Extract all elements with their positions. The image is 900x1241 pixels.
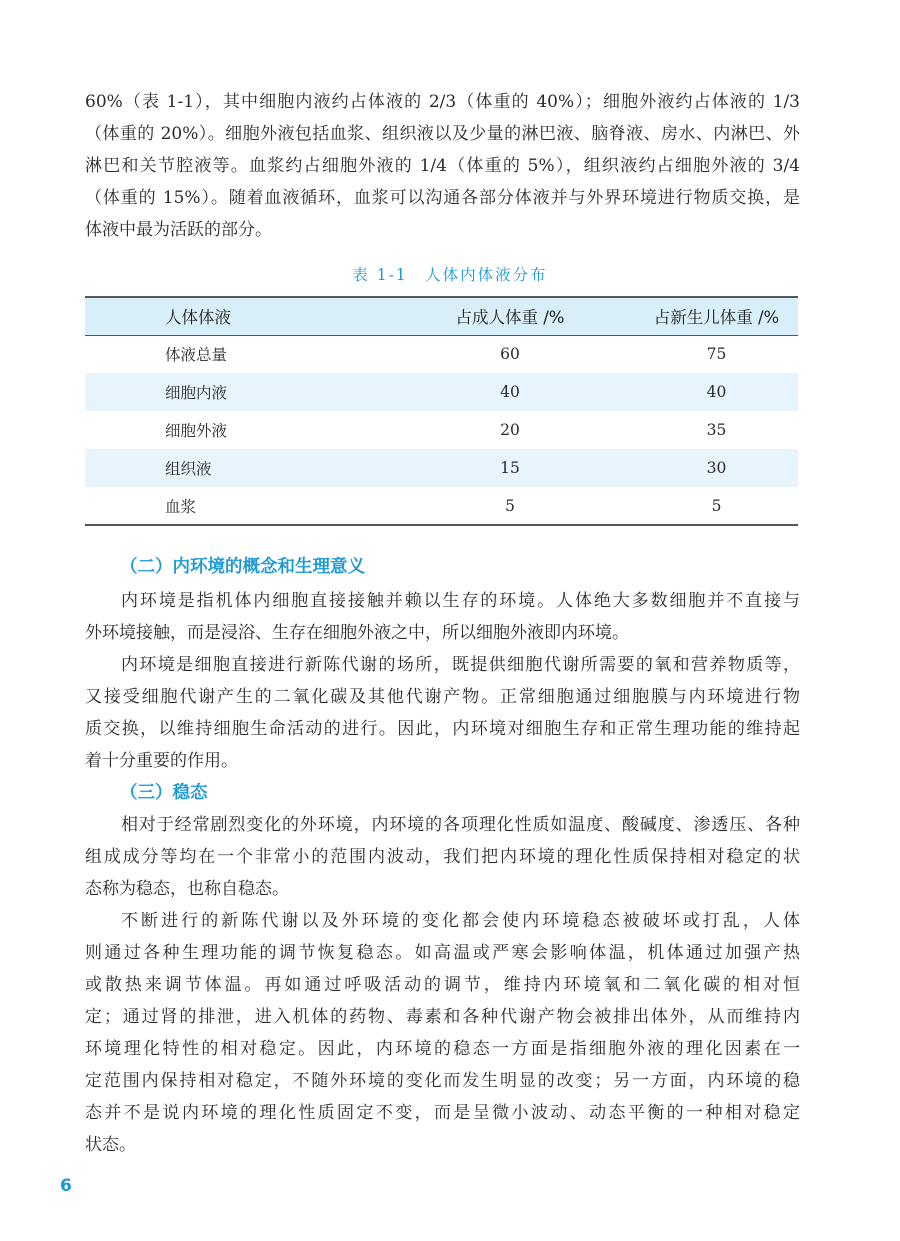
text-line: 状态。 [85,1135,136,1155]
column-header: 人体体液 [165,308,231,328]
table-row [85,487,798,525]
text-line: 或散热来调节体温。再如通过呼吸活动的调节，维持内环境氧和二氧化碳的相对恒 [85,975,800,995]
text-line: 则通过各种生理功能的调节恢复稳态。如高温或严寒会影响体温，机体通过加强产热 [85,943,800,963]
text-line: 态并不是说内环境的理化性质固定不变，而是呈微小波动、动态平衡的一种相对稳定 [85,1103,800,1123]
text-line: 组成成分等均在一个非常小的范围内波动，我们把内环境的理化性质保持相对稳定的状 [85,847,800,867]
text-line: （体重的 15%）。随着血液循环，血浆可以沟通各部分体液并与外界环境进行物质交换，是 [85,188,800,208]
table-cell: 35 [706,421,727,439]
table-cell: 5 [711,496,722,515]
table-cell: 60 [500,345,520,364]
table-row [85,373,798,411]
table-header-row [85,297,798,335]
intro-paragraph [85,86,800,246]
section3-paragraphs [85,809,800,1161]
table-cell: 40 [706,383,727,401]
text-line: 外环境接触，而是浸浴、生存在细胞外液之中，所以细胞外液即内环境。 [85,623,629,643]
table-cell: 15 [500,459,520,477]
section2-paragraphs [85,585,800,777]
table-cell: 血浆 [165,497,197,516]
section-heading-3: （三）稳态 [120,783,208,803]
text-line: 又接受细胞代谢产生的二氧化碳及其他代谢产物。正常细胞通过细胞膜与内环境进行物 [85,687,800,707]
table-cell: 20 [500,421,520,439]
table-cell: 细胞内液 [165,384,228,402]
text-line: 60%（表 1-1），其中细胞内液约占体液的 2/3（体重的 40%）；细胞外液约占体液的 1/3 [85,92,800,112]
text-line: （体重的 20%）。细胞外液包括血浆、组织液以及少量的淋巴液、脑脊液、房水、内淋巴、外 [85,124,800,144]
text-line: 内环境是指机体内细胞直接接触并赖以生存的环境。人体绝大多数细胞并不直接与 [121,591,800,611]
table-cell: 5 [505,496,515,515]
table-cell: 细胞外液 [165,422,228,440]
text-line: 质交换，以维持细胞生命活动的进行。因此，内环境对细胞生存和正常生理功能的维持起 [85,719,800,739]
table-cell: 组织液 [165,460,212,478]
table-row [85,411,798,449]
section-heading-2: （二）内环境的概念和生理意义 [120,557,365,577]
table-cell: 40 [500,383,520,401]
text-line: 相对于经常剧烈变化的外环境，内环境的各项理化性质如温度、酸碱度、渗透压、各种 [121,815,800,835]
body-fluid-table [85,296,798,526]
text-line: 环境理化特性的相对稳定。因此，内环境的稳态一方面是指细胞外液的理化因素在一 [85,1039,800,1059]
text-line: 体液中最为活跃的部分。 [85,220,272,240]
column-header: 占成人体重 /% [455,308,565,328]
table-caption: 表 1-1 人体内体液分布 [352,266,548,284]
text-line: 内环境是细胞直接进行新陈代谢的场所，既提供细胞代谢所需要的氧和营养物质等， [121,655,800,675]
text-line: 着十分重要的作用。 [85,751,238,771]
text-line: 不断进行的新陈代谢以及外环境的变化都会使内环境稳态被破坏或打乱，人体 [121,911,800,931]
table-row [85,335,798,373]
table-cell: 75 [706,345,727,364]
table-cell: 体液总量 [165,346,228,365]
text-line: 态称为稳态，也称自稳态。 [85,879,289,899]
text-line: 淋巴和关节腔液等。血浆约占细胞外液的 1/4（体重的 5%），组织液约占细胞外液的 3/4 [85,156,800,176]
column-header: 占新生儿体重 /% [653,308,780,328]
text-line: 定范围内保持相对稳定，不随外环境的变化而发生明显的改变；另一方面，内环境的稳 [85,1071,800,1091]
text-line: 定；通过肾的排泄，进入机体的药物、毒素和各种代谢产物会被排出体外，从而维持内 [85,1007,800,1027]
page-number: 6 [60,1176,72,1196]
table-cell: 30 [706,459,727,477]
table-row [85,449,798,487]
